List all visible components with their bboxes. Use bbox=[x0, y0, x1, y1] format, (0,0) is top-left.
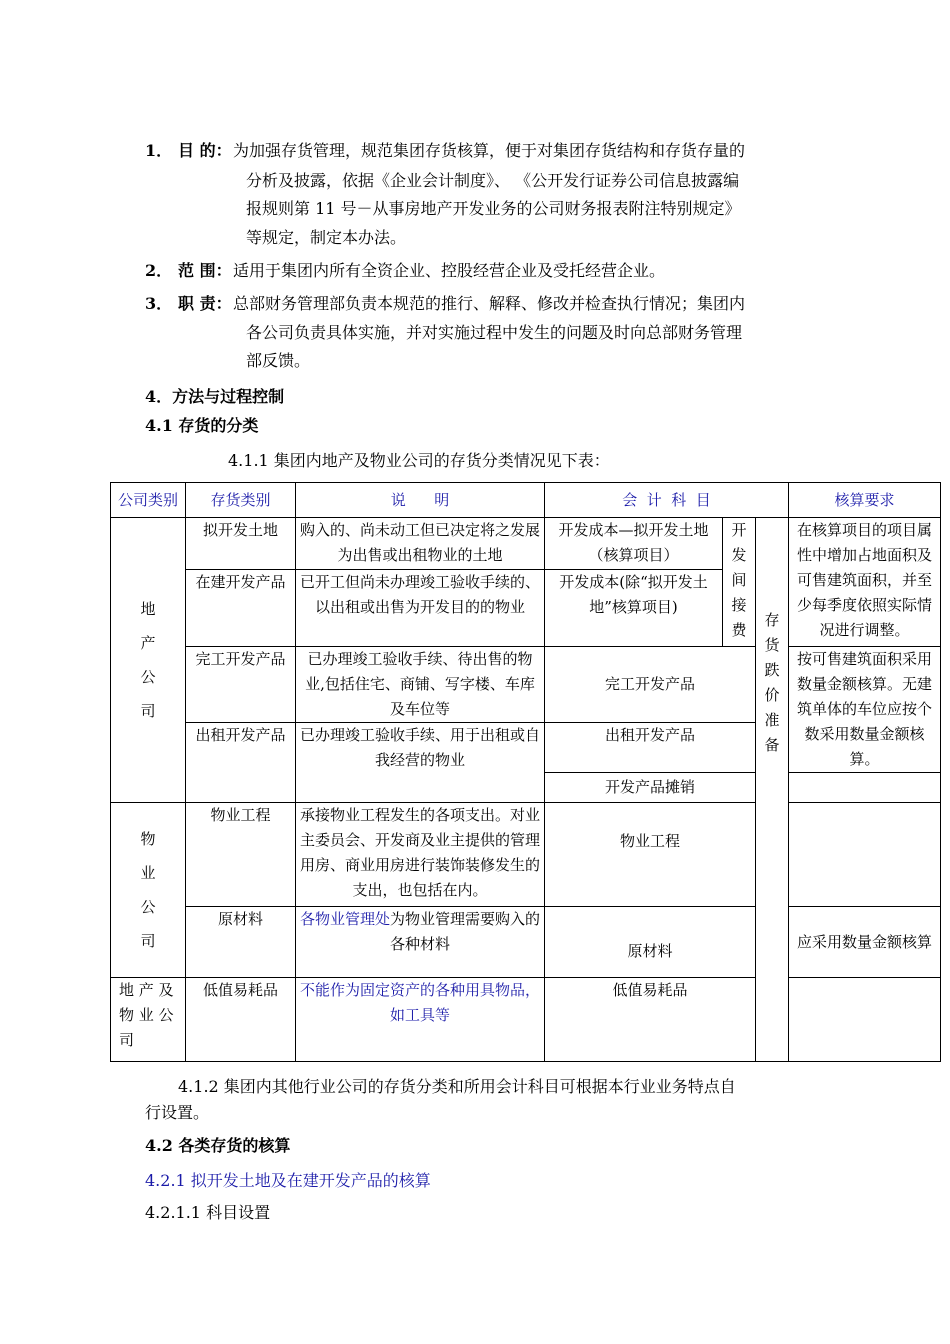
section-3-number: 3． bbox=[145, 294, 173, 313]
section-1-line-3: 报规则第 11 号－从事房地产开发业务的公司财务报表附注特别规定》 bbox=[246, 199, 741, 218]
row-material-account: 原材料 bbox=[545, 907, 756, 977]
row-land-requirement: 在核算项目的项目属性中增加占地面积及可售建筑面积，并至少每季度依照实际情况进行调整。 bbox=[789, 518, 941, 646]
header-company-type: 公司类别 bbox=[111, 483, 186, 518]
row-rental-account: 出租开发产品 bbox=[545, 722, 756, 772]
section-4-heading: 4．方法与过程控制 bbox=[145, 387, 285, 406]
dev-indirect-cost: 开 发 间 接 费 bbox=[723, 518, 756, 646]
section-2-number: 2． bbox=[145, 261, 173, 280]
section-4-2-1-1-heading: 4.2.1.1 科目设置 bbox=[145, 1203, 271, 1222]
row-property-works-account: 物业工程 bbox=[545, 803, 756, 907]
group-realestate-company: 地 产 公 司 bbox=[111, 518, 186, 803]
row-completed-description: 已办理竣工验收手续、待出售的物业,包括住宅、商铺、写字楼、车库及车位等 bbox=[296, 646, 545, 722]
row-material-type: 原材料 bbox=[186, 907, 296, 977]
section-4-1-1-text: 4.1.1 集团内地产及物业公司的存货分类情况见下表： bbox=[228, 451, 610, 470]
row-rental-type: 出租开发产品 bbox=[186, 722, 296, 802]
section-3-line-3: 部反馈。 bbox=[246, 351, 311, 370]
header-account: 会 计 科 目 bbox=[545, 483, 789, 518]
section-1-line-4: 等规定，制定本办法。 bbox=[246, 228, 407, 247]
header-inventory-type: 存货类别 bbox=[186, 483, 296, 518]
row-land-description: 购入的、尚未动工但已决定将之发展为出售或出租物业的土地 bbox=[296, 518, 545, 570]
material-description-highlight: 各物业管理处 bbox=[299, 910, 390, 929]
section-1-number: 1． bbox=[145, 141, 173, 160]
section-1-title: 目 的： bbox=[178, 141, 232, 160]
inventory-classification-table bbox=[110, 482, 941, 1062]
row-construction-description: 已开工但尚未办理竣工验收手续的、以出租或出售为开发目的的物业 bbox=[296, 570, 545, 646]
row-low-value-requirement bbox=[789, 977, 941, 1061]
row-land-account: 开发成本—拟开发土地（核算项目） bbox=[545, 518, 723, 570]
row-completed-type: 完工开发产品 bbox=[186, 646, 296, 722]
row-completed-account: 完工开发产品 bbox=[545, 646, 756, 722]
row-rental-amortization-account: 开发产品摊销 bbox=[545, 772, 756, 802]
row-construction-account: 开发成本(除“拟开发土地”核算项目) bbox=[545, 570, 723, 646]
section-4-2-1-heading: 4.2.1 拟开发土地及在建开发产品的核算 bbox=[145, 1171, 431, 1190]
section-1-line-2: 分析及披露，依据《企业会计制度》、 《公开发行证券公司信息披露编 bbox=[246, 171, 740, 190]
row-property-works-type: 物业工程 bbox=[186, 803, 296, 907]
row-property-works-description: 承接物业工程发生的各项支出。对业主委员会、开发商及业主提供的管理用房、商业用房进行装饰装修发生的支出，也包括在内。 bbox=[296, 803, 545, 907]
inventory-impairment-reserve: 存 货 跌 价 准 备 bbox=[756, 570, 789, 1062]
section-1-line-1: 为加强存货管理，规范集团存货核算，便于对集团存货结构和存货存量的 bbox=[233, 141, 746, 160]
section-3-line-1: 总部财务管理部负责本规范的推行、解释、修改并检查执行情况；集团内 bbox=[233, 294, 746, 313]
header-requirement: 核算要求 bbox=[789, 483, 941, 518]
section-4-2-heading: 4.2 各类存货的核算 bbox=[145, 1136, 291, 1155]
section-3-line-2: 各公司负责具体实施，并对实施过程中发生的问题及时向总部财务管理 bbox=[246, 323, 743, 342]
impairment-top-spacer bbox=[756, 518, 789, 570]
section-4-1-2-line-2: 行设置。 bbox=[145, 1103, 210, 1122]
section-4-1-heading: 4.1 存货的分类 bbox=[145, 416, 259, 435]
row-material-description: 各物业管理处为物业管理需要购入的各种材料 bbox=[296, 907, 545, 977]
row-low-value-type: 低值易耗品 bbox=[186, 977, 296, 1061]
section-2-title: 范 围： bbox=[178, 261, 232, 280]
row-low-value-description: 不能作为固定资产的各种用具物品，如工具等 bbox=[296, 977, 545, 1061]
row-completed-requirement: 按可售建筑面积采用数量金额核算。无建筑单体的车位应按个数采用数量金额核算。 bbox=[789, 646, 941, 772]
group-property-company: 物 业 公 司 bbox=[111, 803, 186, 978]
row-property-works-requirement bbox=[789, 803, 941, 907]
row-construction-type: 在建开发产品 bbox=[186, 570, 296, 646]
section-2-line-1: 适用于集团内所有全资企业、控股经营企业及受托经营企业。 bbox=[233, 261, 666, 280]
row-rental-amortization-requirement bbox=[789, 772, 941, 802]
row-land-type: 拟开发土地 bbox=[186, 518, 296, 570]
row-material-requirement: 应采用数量金额核算 bbox=[789, 907, 941, 977]
header-description: 说 明 bbox=[296, 483, 545, 518]
section-4-1-2-line-1: 4.1.2 集团内其他行业公司的存货分类和所用会计科目可根据本行业业务特点自 bbox=[178, 1077, 736, 1096]
group-realestate-and-property: 地 产 及 物 业 公 司 bbox=[111, 977, 186, 1061]
section-3-title: 职 责： bbox=[178, 294, 232, 313]
row-low-value-account: 低值易耗品 bbox=[545, 977, 756, 1061]
row-rental-description: 已办理竣工验收手续、用于出租或自我经营的物业 bbox=[296, 722, 545, 802]
